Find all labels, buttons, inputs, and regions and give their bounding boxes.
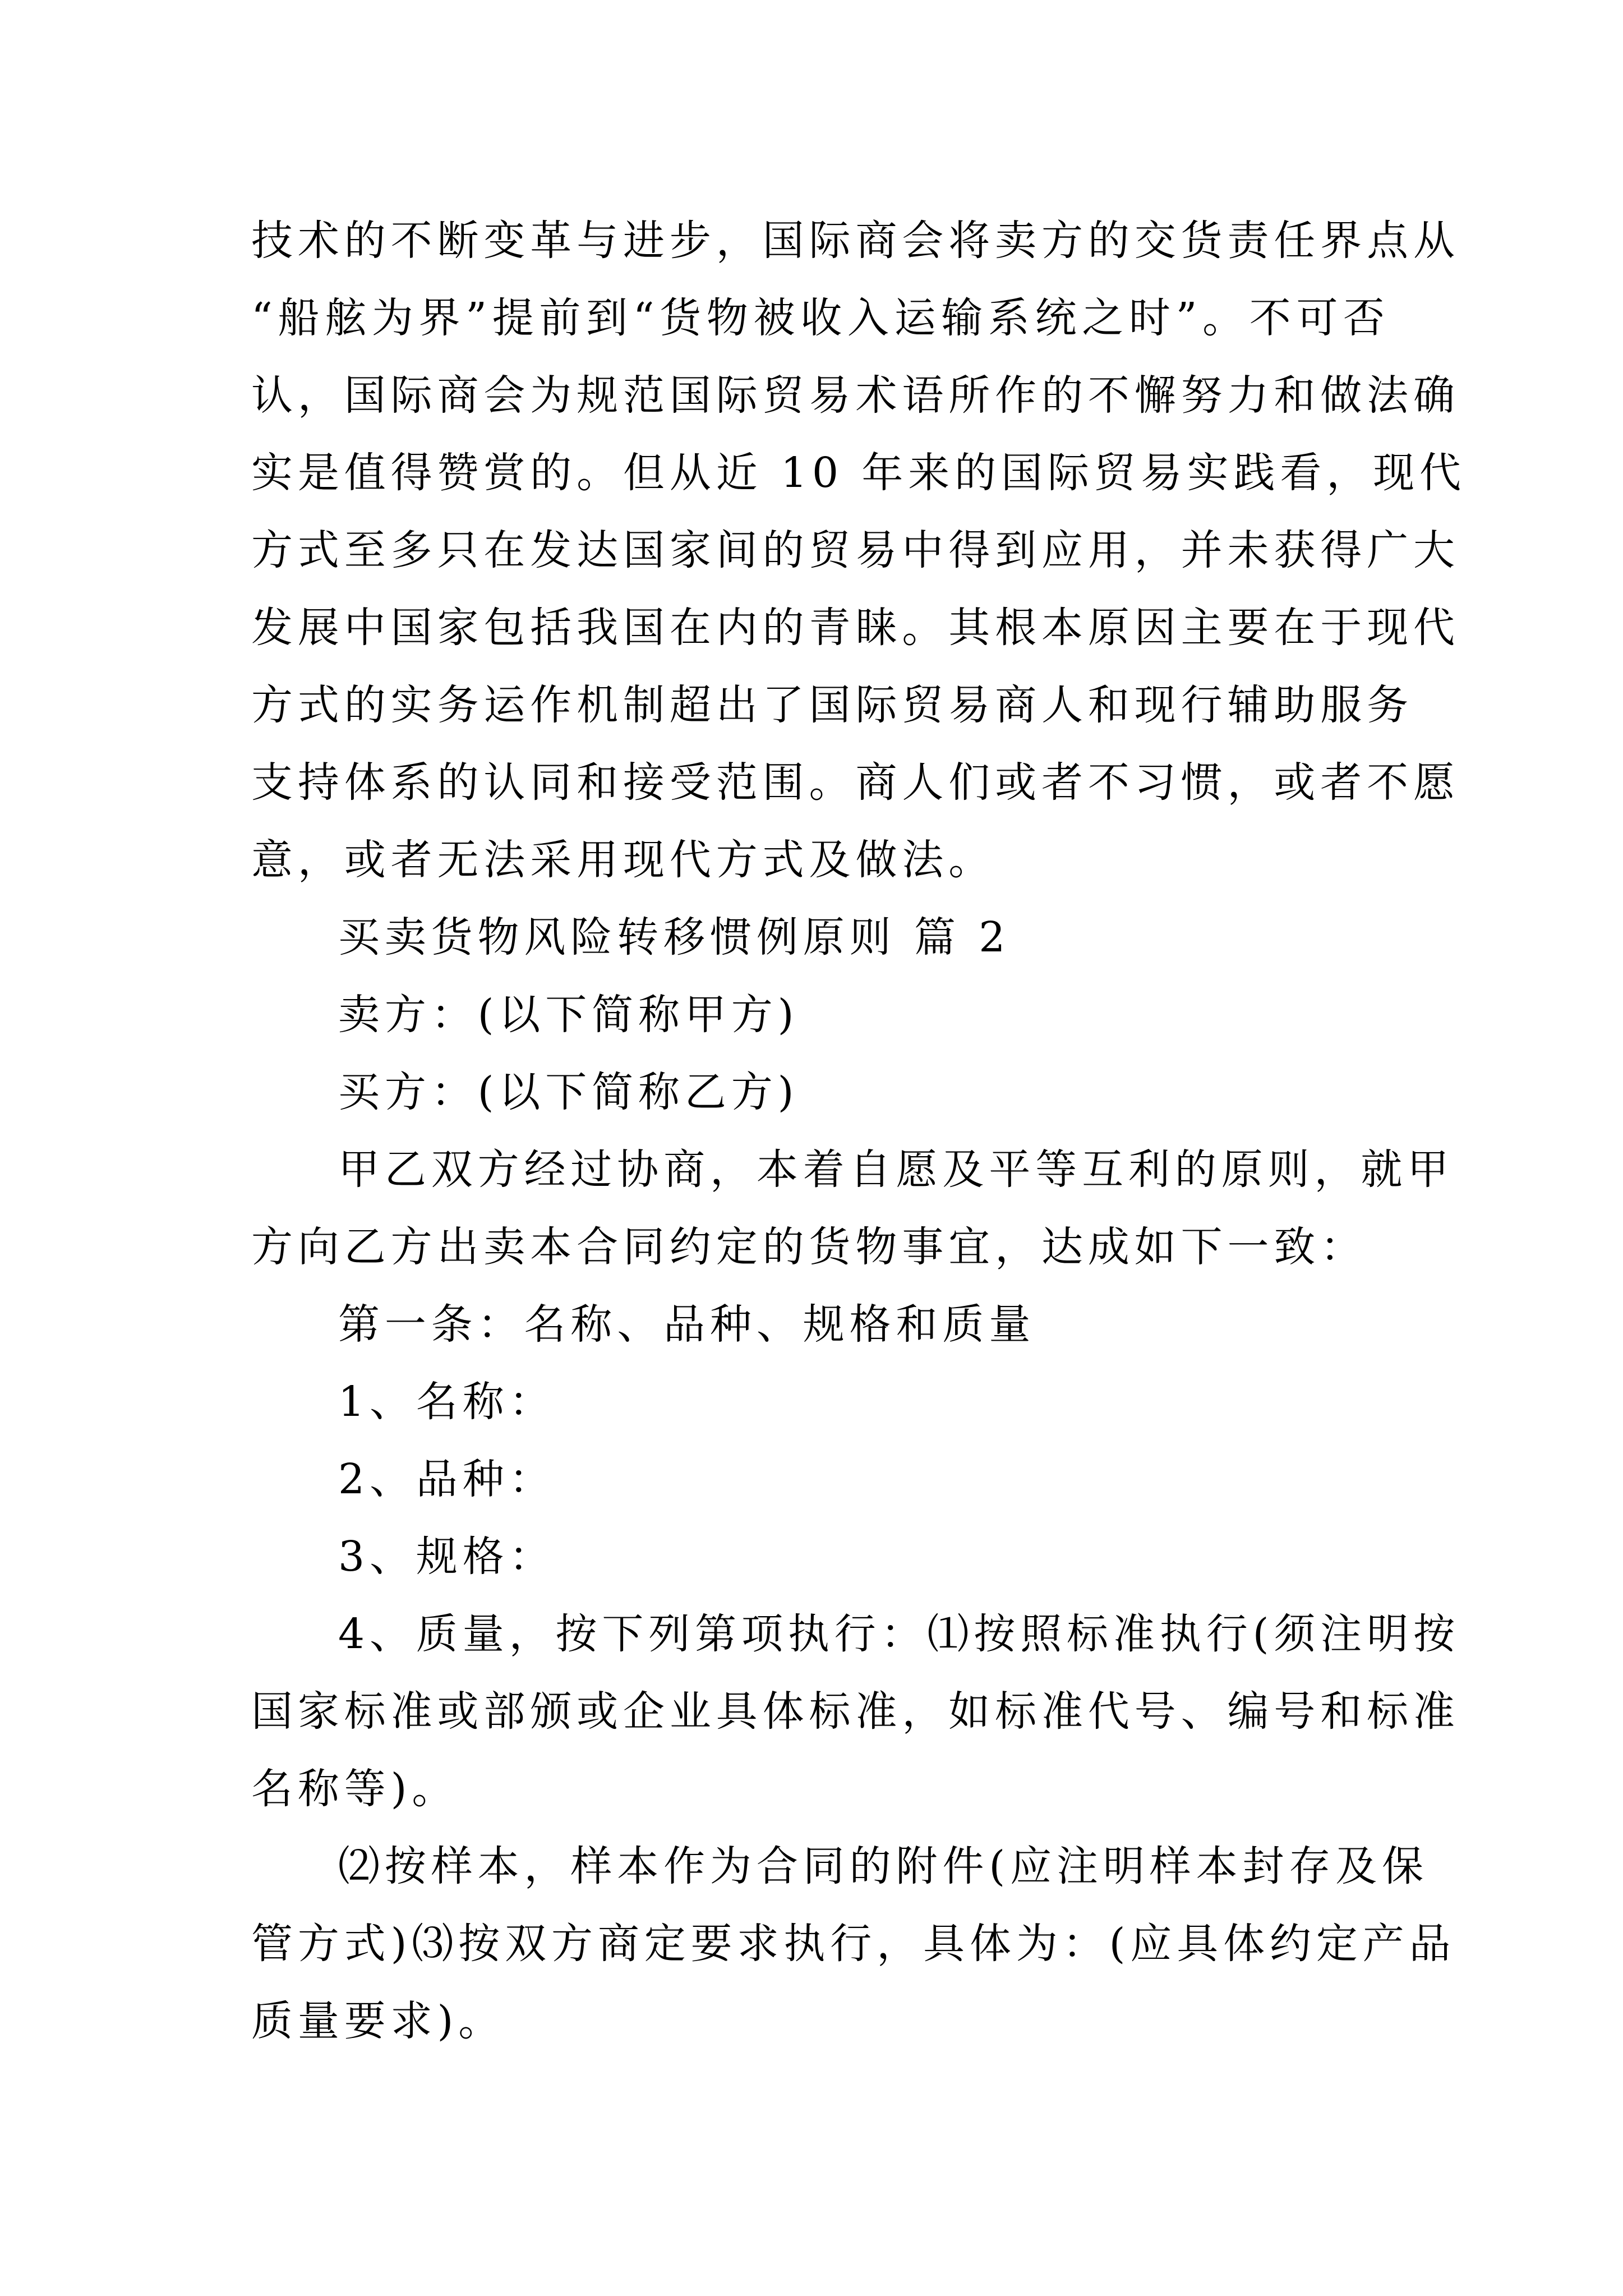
item-variety: 2、品种： bbox=[338, 1455, 556, 1503]
intro-paragraph bbox=[251, 1131, 1454, 1286]
text-line: 支持体系的认同和接受范围。商人们或者不习惯，或者不愿 bbox=[251, 758, 1460, 807]
text-line: 质量要求)。 bbox=[251, 1997, 505, 2045]
text-line: ⑵按样本，样本作为合同的附件(应注明样本封存及保 bbox=[338, 1842, 1428, 1890]
text-line: 4、质量，按下列第项执行：⑴按照标准执行(须注明按 bbox=[338, 1610, 1460, 1658]
article-heading: 第一条：名称、品种、规格和质量 bbox=[338, 1300, 1036, 1349]
item-name: 1、名称： bbox=[338, 1378, 556, 1426]
document-body bbox=[251, 202, 1466, 2060]
text-line: 意，或者无法采用现代方式及做法。 bbox=[251, 836, 995, 884]
seller-line: 卖方：(以下简称甲方) bbox=[338, 991, 799, 1039]
text-line: 名称等)。 bbox=[251, 1765, 459, 1813]
item-quality bbox=[251, 1595, 1460, 1828]
text-line: 管方式)⑶按双方商定要求执行，具体为：(应具体约定产品 bbox=[251, 1920, 1456, 1968]
text-line: 甲乙双方经过协商，本着自愿及平等互利的原则，就甲 bbox=[338, 1145, 1454, 1194]
text-line: 技术的不断变革与进步，国际商会将卖方的交货责任界点从 bbox=[251, 217, 1460, 265]
text-line: 发展中国家包括我国在内的青睐。其根本原因主要在于现代 bbox=[251, 604, 1460, 652]
section-title: 买卖货物风险转移惯例原则 篇 2 bbox=[338, 913, 1011, 961]
text-line: 实是值得赞赏的。但从近 10 年来的国际贸易实践看，现代 bbox=[251, 449, 1466, 497]
item-quality-continued bbox=[251, 1828, 1456, 2060]
text-line: 国家标准或部颁或企业具体标准，如标准代号、编号和标准 bbox=[251, 1687, 1460, 1736]
text-line: 认，国际商会为规范国际贸易术语所作的不懈努力和做法确 bbox=[251, 371, 1460, 420]
text-line: 方式的实务运作机制超出了国际贸易商人和现行辅助服务 bbox=[251, 681, 1413, 729]
paragraph-1 bbox=[251, 202, 1466, 899]
text-line: 方向乙方出卖本合同约定的货物事宜，达成如下一致： bbox=[251, 1223, 1367, 1271]
item-spec: 3、规格： bbox=[338, 1533, 556, 1581]
text-line: “船舷为界”提前到“货物被收入运输系统之时”。不可否 bbox=[251, 294, 1390, 342]
buyer-line: 买方：(以下简称乙方) bbox=[338, 1068, 799, 1116]
text-line: 方式至多只在发达国家间的贸易中得到应用，并未获得广大 bbox=[251, 526, 1460, 574]
